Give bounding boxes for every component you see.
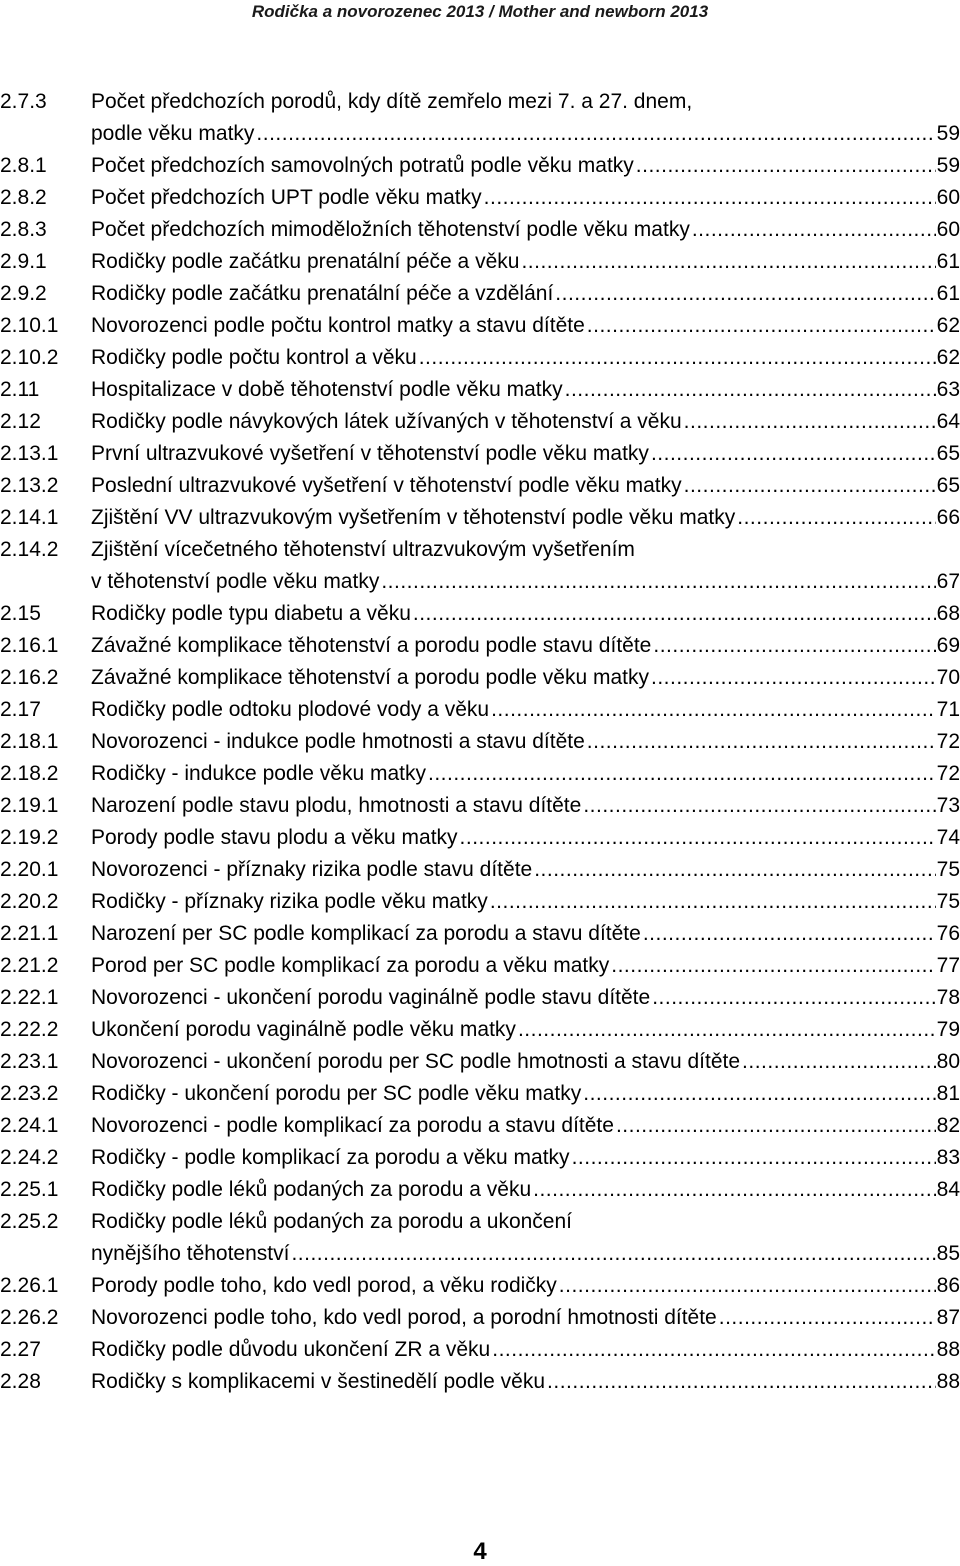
toc-entry-title: Porody podle stavu plodu a věku matky — [91, 826, 458, 849]
toc-entry-number: 2.9.2 — [0, 282, 47, 305]
dot-leader — [636, 150, 936, 182]
toc-entry-page: 87 — [936, 1306, 960, 1329]
toc-entry-number: 2.21.1 — [0, 922, 59, 945]
toc-entry-number: 2.19.1 — [0, 794, 59, 817]
toc-entry-title: Novorozenci - příznaky rizika podle stavu dítěte — [91, 858, 533, 881]
toc-entry-page: 65 — [936, 474, 960, 497]
toc-entry[interactable] — [0, 214, 960, 246]
toc-entry-page: 62 — [936, 314, 960, 337]
dot-leader — [719, 1302, 936, 1334]
toc-entry-title: Rodičky podle návykových látek užívaných v těhotenství a věku — [91, 410, 682, 433]
toc-entry-number: 2.8.1 — [0, 154, 47, 177]
toc-entry-page: 85 — [936, 1242, 960, 1265]
toc-entry[interactable] — [0, 502, 960, 534]
toc-entry[interactable] — [0, 246, 960, 278]
toc-entry-title: Narození podle stavu plodu, hmotnosti a stavu dítěte — [91, 794, 582, 817]
toc-entry-page: 72 — [936, 762, 960, 785]
dot-leader — [559, 1270, 936, 1302]
toc-entry-title: Novorozenci - ukončení porodu per SC podle hmotnosti a stavu dítěte — [91, 1050, 741, 1073]
dot-leader — [587, 726, 936, 758]
toc-entry[interactable] — [0, 950, 960, 982]
toc-entry-number: 2.22.1 — [0, 986, 59, 1009]
toc-entry-number: 2.20.1 — [0, 858, 59, 881]
toc-entry-page: 81 — [936, 1082, 960, 1105]
toc-entry[interactable] — [0, 758, 960, 790]
toc-entry-number: 2.15 — [0, 602, 41, 625]
toc-entry-number: 2.26.2 — [0, 1306, 59, 1329]
toc-entry-number: 2.13.1 — [0, 442, 59, 465]
toc-entry[interactable] — [0, 1270, 960, 1302]
toc-entry-number: 2.20.2 — [0, 890, 59, 913]
toc-entry-title: nynějšího těhotenství — [91, 1242, 290, 1265]
dot-leader — [534, 854, 935, 886]
dot-leader — [651, 438, 936, 470]
toc-entry-number: 2.25.1 — [0, 1178, 59, 1201]
toc-entry[interactable] — [0, 1334, 960, 1366]
toc-entry[interactable] — [0, 310, 960, 342]
toc-entry-title: Počet předchozích porodů, kdy dítě zemřelo mezi 7. a 27. dnem, — [91, 90, 693, 113]
toc-entry[interactable] — [0, 342, 960, 374]
table-of-contents — [0, 86, 960, 1398]
toc-entry[interactable] — [0, 662, 960, 694]
toc-entry-title: Rodičky - příznaky rizika podle věku matky — [91, 890, 488, 913]
toc-entry-page: 88 — [936, 1370, 960, 1393]
toc-entry-title: Novorozenci - ukončení porodu vaginálně podle stavu dítěte — [91, 986, 651, 1009]
toc-entry-number: 2.23.2 — [0, 1082, 59, 1105]
toc-entry[interactable] — [0, 406, 960, 438]
toc-entry-title: podle věku matky — [91, 122, 255, 145]
toc-entry-number: 2.23.1 — [0, 1050, 59, 1073]
toc-entry-number: 2.10.1 — [0, 314, 59, 337]
toc-entry[interactable] — [0, 1078, 960, 1110]
dot-leader — [684, 470, 936, 502]
toc-entry[interactable] — [0, 1014, 960, 1046]
toc-entry[interactable] — [0, 1302, 960, 1334]
toc-entry-title: Počet předchozích UPT podle věku matky — [91, 186, 482, 209]
toc-entry-number: 2.24.2 — [0, 1146, 59, 1169]
toc-entry-title: Závažné komplikace těhotenství a porodu podle stavu dítěte — [91, 634, 652, 657]
dot-leader — [572, 1142, 936, 1174]
dot-leader — [565, 374, 936, 406]
toc-entry-page: 64 — [936, 410, 960, 433]
toc-entry-title: Rodičky podle léků podaných za porodu a ukončení — [91, 1210, 572, 1233]
dot-leader — [643, 918, 936, 950]
toc-entry-title: v těhotenství podle věku matky — [91, 570, 380, 593]
toc-entry[interactable] — [0, 790, 960, 822]
toc-entry-page: 63 — [936, 378, 960, 401]
toc-entry-page: 77 — [936, 954, 960, 977]
dot-leader — [587, 310, 936, 342]
toc-entry-title: Zjištění vícečetného těhotenství ultrazvukovým vyšetřením — [91, 538, 635, 561]
toc-entry-title: Rodičky s komplikacemi v šestinedělí podle věku — [91, 1370, 546, 1393]
toc-entry-page: 60 — [936, 218, 960, 241]
toc-entry[interactable] — [0, 822, 960, 854]
running-header: Rodička a novorozenec 2013 / Mother and newborn 2013 — [251, 2, 709, 21]
dot-leader — [428, 758, 936, 790]
toc-entry-title: Poslední ultrazvukové vyšetření v těhotenství podle věku matky — [91, 474, 682, 497]
toc-entry-title: Rodičky podle počtu kontrol a věku — [91, 346, 417, 369]
toc-entry[interactable] — [0, 534, 960, 598]
toc-entry-number: 2.16.1 — [0, 634, 59, 657]
dot-leader — [547, 1366, 936, 1398]
toc-entry-number: 2.26.1 — [0, 1274, 59, 1297]
toc-entry-title: Počet předchozích mimoděložních těhotenství podle věku matky — [91, 218, 690, 241]
toc-entry-page: 78 — [936, 986, 960, 1009]
dot-leader — [692, 214, 936, 246]
dot-leader — [652, 982, 935, 1014]
toc-entry-page: 80 — [936, 1050, 960, 1073]
toc-entry-page: 69 — [936, 634, 960, 657]
toc-entry-title: Závažné komplikace těhotenství a porodu podle věku matky — [91, 666, 649, 689]
toc-entry-title: Narození per SC podle komplikací za porodu a stavu dítěte — [91, 922, 641, 945]
toc-entry-number: 2.14.2 — [0, 538, 59, 561]
dot-leader — [484, 182, 936, 214]
dot-leader — [684, 406, 936, 438]
toc-entry[interactable] — [0, 918, 960, 950]
toc-entry-page: 62 — [936, 346, 960, 369]
dot-leader — [491, 694, 936, 726]
toc-entry-title: Rodičky podle typu diabetu a věku — [91, 602, 411, 625]
toc-entry[interactable] — [0, 1142, 960, 1174]
dot-leader — [583, 790, 935, 822]
toc-entry-number: 2.7.3 — [0, 90, 47, 113]
toc-entry-number: 2.12 — [0, 410, 41, 433]
dot-leader — [611, 950, 935, 982]
dot-leader — [583, 1078, 935, 1110]
toc-entry[interactable] — [0, 630, 960, 662]
dot-leader — [413, 598, 936, 630]
toc-entry-title: Novorozenci - indukce podle hmotnosti a stavu dítěte — [91, 730, 585, 753]
toc-entry-number: 2.19.2 — [0, 826, 59, 849]
toc-entry-page: 88 — [936, 1338, 960, 1361]
toc-entry-number: 2.17 — [0, 698, 41, 721]
toc-entry[interactable] — [0, 182, 960, 214]
toc-entry-title: Rodičky - indukce podle věku matky — [91, 762, 426, 785]
dot-leader — [555, 278, 935, 310]
toc-entry-number: 2.8.2 — [0, 186, 47, 209]
toc-entry-number: 2.25.2 — [0, 1210, 59, 1233]
toc-entry-page: 82 — [936, 1114, 960, 1137]
toc-entry-title: Rodičky - ukončení porodu per SC podle věku matky — [91, 1082, 582, 1105]
toc-entry-page: 71 — [936, 698, 960, 721]
toc-entry-page: 59 — [936, 122, 960, 145]
toc-entry-page: 61 — [936, 282, 960, 305]
toc-entry-page: 65 — [936, 442, 960, 465]
toc-entry[interactable] — [0, 374, 960, 406]
toc-entry-page: 66 — [936, 506, 960, 529]
toc-entry-number: 2.24.1 — [0, 1114, 59, 1137]
toc-entry[interactable] — [0, 86, 960, 150]
toc-entry-title: Porod per SC podle komplikací za porodu a věku matky — [91, 954, 610, 977]
toc-entry-page: 76 — [936, 922, 960, 945]
toc-entry-page: 60 — [936, 186, 960, 209]
toc-entry-number: 2.16.2 — [0, 666, 59, 689]
toc-entry[interactable] — [0, 1110, 960, 1142]
dot-leader — [291, 1238, 935, 1270]
toc-entry-number: 2.18.1 — [0, 730, 59, 753]
toc-entry-title: Rodičky podle začátku prenatální péče a věku — [91, 250, 520, 273]
toc-entry[interactable] — [0, 1174, 960, 1206]
toc-entry-page: 75 — [936, 890, 960, 913]
dot-leader — [419, 342, 936, 374]
dot-leader — [460, 822, 936, 854]
toc-entry-page: 59 — [936, 154, 960, 177]
toc-entry-page: 68 — [936, 602, 960, 625]
toc-entry-number: 2.21.2 — [0, 954, 59, 977]
dot-leader — [651, 662, 936, 694]
toc-entry[interactable] — [0, 278, 960, 310]
toc-entry[interactable] — [0, 982, 960, 1014]
toc-entry-page: 84 — [936, 1178, 960, 1201]
page-number: 4 — [473, 1538, 487, 1565]
toc-entry-title: Novorozenci podle toho, kdo vedl porod, a porodní hmotnosti dítěte — [91, 1306, 717, 1329]
toc-entry-title: Rodičky podle důvodu ukončení ZR a věku — [91, 1338, 491, 1361]
toc-entry-page: 86 — [936, 1274, 960, 1297]
toc-entry-page: 67 — [936, 570, 960, 593]
toc-entry-title: Rodičky - podle komplikací za porodu a věku matky — [91, 1146, 570, 1169]
dot-leader — [737, 502, 935, 534]
toc-entry-title: Rodičky podle začátku prenatální péče a vzdělání — [91, 282, 554, 305]
toc-entry-number: 2.9.1 — [0, 250, 47, 273]
toc-entry[interactable] — [0, 726, 960, 758]
toc-entry-title: Porody podle toho, kdo vedl porod, a věku rodičky — [91, 1274, 557, 1297]
toc-entry-title: Zjištění VV ultrazvukovým vyšetřením v těhotenství podle věku matky — [91, 506, 736, 529]
toc-entry-page: 72 — [936, 730, 960, 753]
toc-entry-title: První ultrazvukové vyšetření v těhotenství podle věku matky — [91, 442, 649, 465]
toc-entry[interactable] — [0, 598, 960, 630]
toc-entry[interactable] — [0, 854, 960, 886]
toc-entry[interactable] — [0, 694, 960, 726]
toc-entry-page: 75 — [936, 858, 960, 881]
dot-leader — [381, 566, 935, 598]
dot-leader — [256, 118, 935, 150]
dot-leader — [490, 886, 936, 918]
toc-entry-title: Počet předchozích samovolných potratů podle věku matky — [91, 154, 634, 177]
toc-entry-number: 2.22.2 — [0, 1018, 59, 1041]
toc-entry-title: Novorozenci - podle komplikací za porodu a stavu dítěte — [91, 1114, 614, 1137]
toc-entry-page: 61 — [936, 250, 960, 273]
toc-entry-page: 70 — [936, 666, 960, 689]
toc-entry-number: 2.27 — [0, 1338, 41, 1361]
toc-entry-number: 2.18.2 — [0, 762, 59, 785]
toc-entry[interactable] — [0, 1206, 960, 1270]
toc-entry-title: Hospitalizace v době těhotenství podle věku matky — [91, 378, 563, 401]
toc-entry-page: 83 — [936, 1146, 960, 1169]
dot-leader — [492, 1334, 935, 1366]
toc-entry-title: Rodičky podle léků podaných za porodu a věku — [91, 1178, 532, 1201]
toc-entry-page: 79 — [936, 1018, 960, 1041]
toc-entry[interactable] — [0, 1366, 960, 1398]
toc-entry[interactable] — [0, 150, 960, 182]
toc-entry[interactable] — [0, 470, 960, 502]
toc-entry-title: Rodičky podle odtoku plodové vody a věku — [91, 698, 490, 721]
dot-leader — [653, 630, 935, 662]
toc-entry-number: 2.14.1 — [0, 506, 59, 529]
toc-entry[interactable] — [0, 1046, 960, 1078]
toc-entry-number: 2.13.2 — [0, 474, 59, 497]
toc-entry-number: 2.11 — [0, 378, 40, 401]
dot-leader — [521, 246, 935, 278]
toc-entry-page: 74 — [936, 826, 960, 849]
toc-entry-page: 73 — [936, 794, 960, 817]
toc-entry-number: 2.28 — [0, 1370, 41, 1393]
toc-entry-number: 2.8.3 — [0, 218, 47, 241]
toc-entry-number: 2.10.2 — [0, 346, 59, 369]
toc-entry-title: Ukončení porodu vaginálně podle věku matky — [91, 1018, 516, 1041]
toc-entry[interactable] — [0, 438, 960, 470]
dot-leader — [616, 1110, 936, 1142]
dot-leader — [518, 1014, 936, 1046]
dot-leader — [742, 1046, 936, 1078]
toc-entry-title: Novorozenci podle počtu kontrol matky a stavu dítěte — [91, 314, 585, 337]
toc-entry[interactable] — [0, 886, 960, 918]
dot-leader — [533, 1174, 936, 1206]
